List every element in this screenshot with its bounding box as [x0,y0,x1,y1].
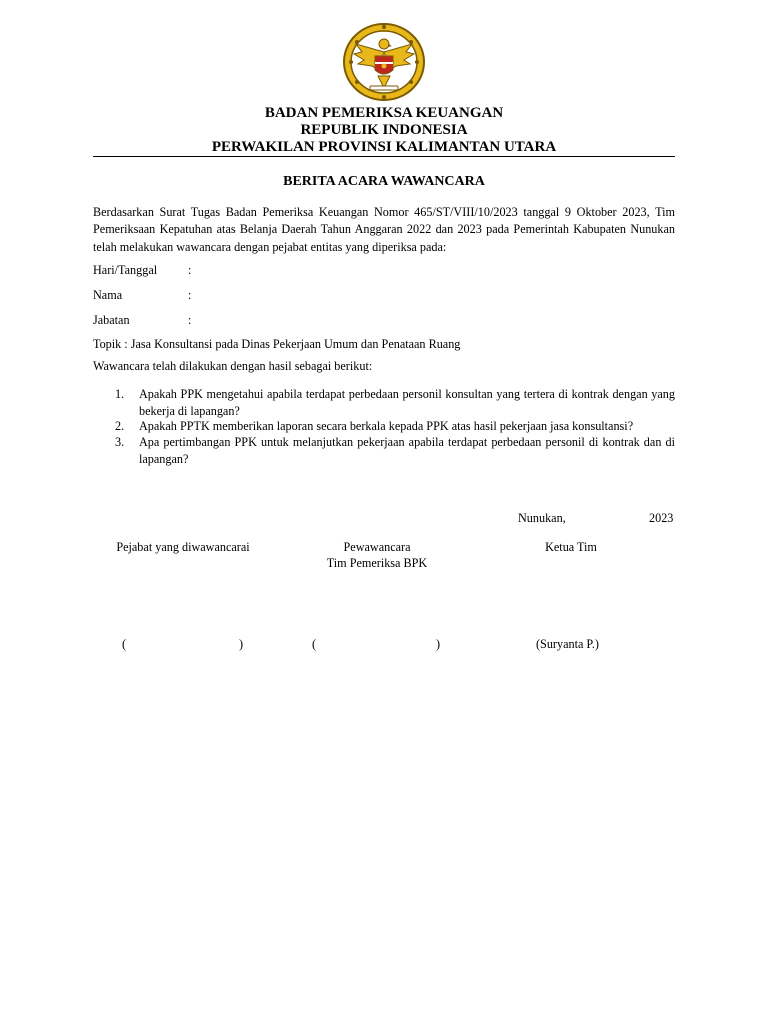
question-text: Apa pertimbangan PPK untuk melanjutkan pekerjaan apabila terdapat perbedaan personil di kontrak dan di lapangan? [139,435,675,466]
header-line-1: BADAN PEMERIKSA KEUANGAN [264,105,504,121]
question-number: 2. [115,419,125,433]
interviewee-label: Pejabat yang diwawancarai [116,540,250,554]
signature-close-paren-interviewee: ) [239,637,244,651]
interviewer-label: Pewawancara [343,540,411,554]
field-colon-date: : [188,263,192,277]
intro-paragraph: Berdasarkan Surat Tugas Badan Pemeriksa Keuangan Nomor 465/ST/VIII/10/2023 tanggal 9 Oktober 2023, Tim Pemeriksaan Kepatuhan atas Belanja Daerah Tahun Anggaran 2022 dan 2023 pada Pemerintah Kabupaten Nunukan telah melakukan wawancara dengan pejabat entitas yang diperiksa pada: [93,205,675,254]
field-label-position: Jabatan [93,313,130,327]
garuda-emblem-icon [342,22,426,102]
document-title: BERITA ACARA WAWANCARA [283,174,485,189]
header-divider [93,156,675,157]
signature-close-paren-interviewer: ) [436,637,441,651]
team-leader-name: (Suryanta P.) [536,637,599,651]
question-text: Apakah PPK mengetahui apabila terdapat perbedaan personil konsultan yang tertera di kontrak dengan yang bekerja di lapangan? [139,387,675,418]
interviewer-team-label: Tim Pemeriksa BPK [326,556,428,570]
team-leader-label: Ketua Tim [545,540,597,554]
field-colon-name: : [188,288,192,302]
field-label-name: Nama [93,288,123,302]
question-number: 1. [115,387,125,401]
field-colon-position: : [188,313,192,327]
header-line-3: PERWAKILAN PROVINSI KALIMANTAN UTARA [211,139,557,155]
year-label: 2023 [649,511,674,525]
question-number: 3. [115,435,125,449]
topic-line: Topik : Jasa Konsultansi pada Dinas Pekerjaan Umum dan Penataan Ruang [93,337,461,351]
place-label: Nunukan, [518,511,566,525]
header-line-2: REPUBLIK INDONESIA [300,122,468,138]
results-intro: Wawancara telah dilakukan dengan hasil sebagai berikut: [93,359,373,373]
question-text: Apakah PPTK memberikan laporan secara berkala kepada PPK atas hasil pekerjaan jasa konsultansi? [139,419,634,433]
signature-open-paren-interviewee: ( [122,637,127,651]
signature-open-paren-interviewer: ( [312,637,317,651]
field-label-date: Hari/Tanggal [93,263,158,277]
